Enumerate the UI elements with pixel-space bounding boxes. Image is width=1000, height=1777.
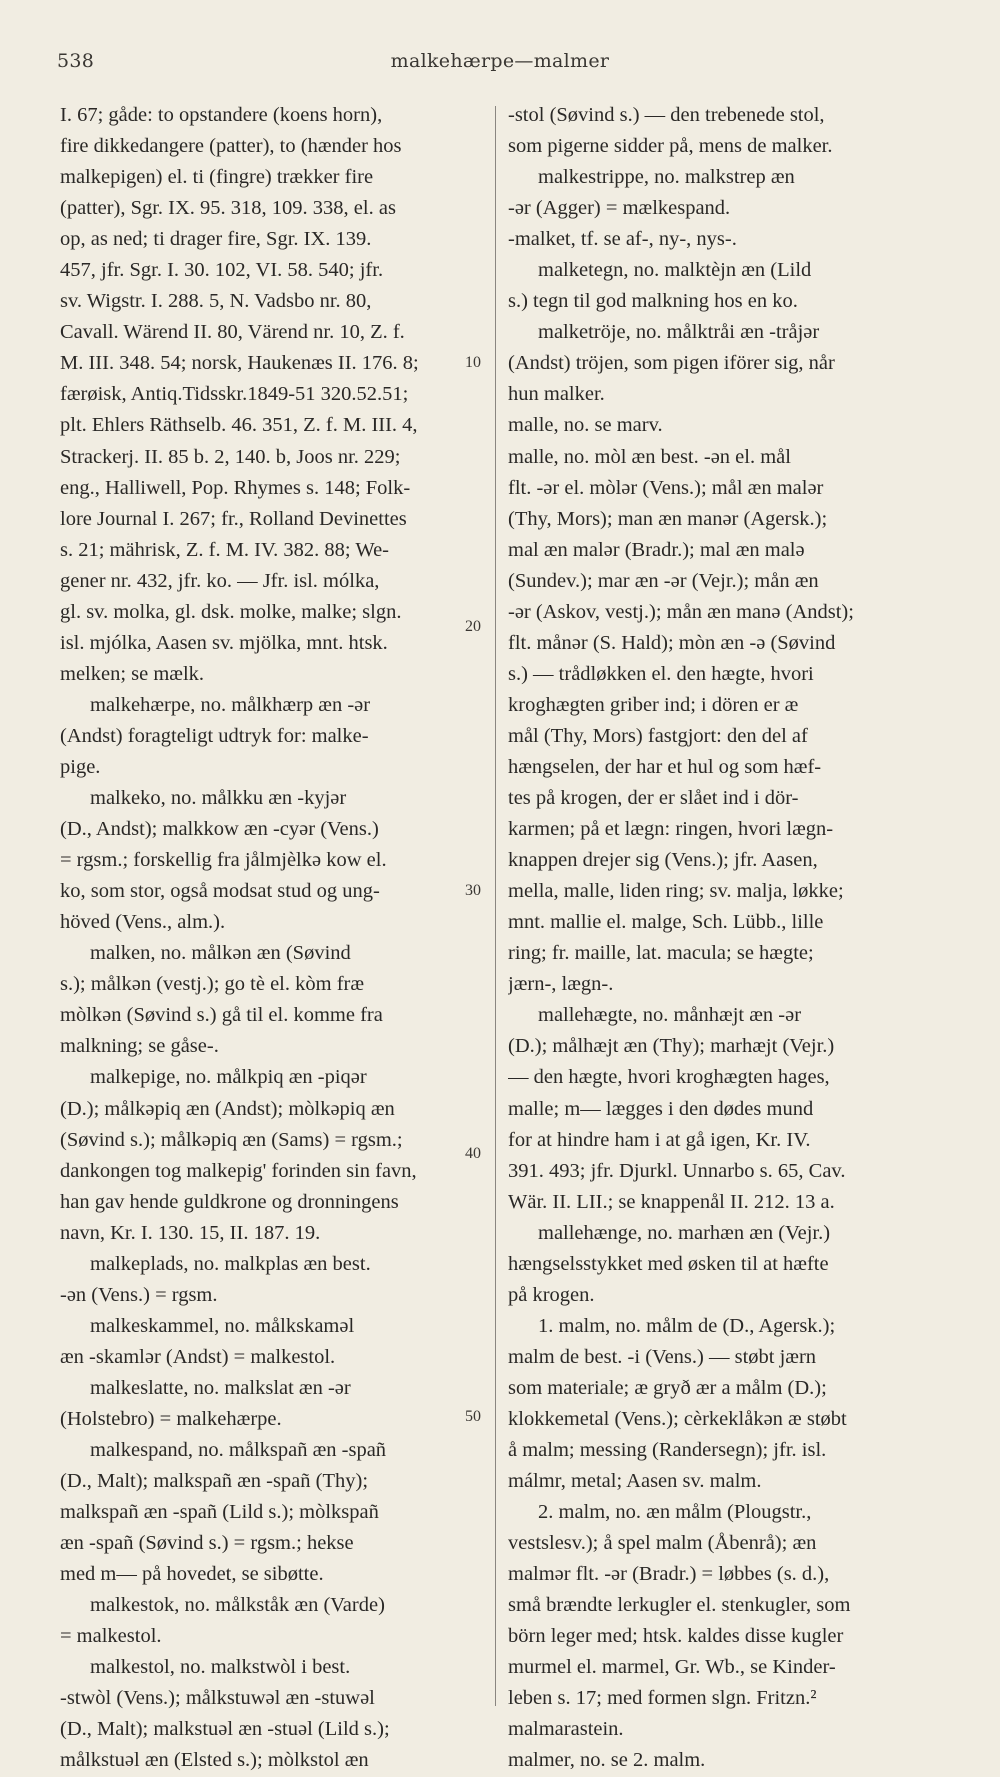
text-line: gl. sv. molka, gl. dsk. molke, malke; slgn. (60, 600, 402, 623)
text-line: navn, Kr. I. 130. 15, II. 187. 19. (60, 1221, 321, 1244)
text-line: for at hindre ham i at gå igen, Kr. IV. (508, 1128, 811, 1151)
line-number-10: 10 (465, 354, 481, 371)
text-line: 2. malm, no. æn målm (Plougstr., (538, 1501, 812, 1524)
text-line: -ər (Agger) = mælkespand. (508, 197, 731, 220)
text-line: leben s. 17; med formen slgn. Fritzn.² (508, 1687, 817, 1710)
text-line: mnt. mallie el. malge, Sch. Lübb., lille (508, 911, 824, 934)
text-line: knappen drejer sig (Vens.); jfr. Aasen, (508, 849, 818, 872)
text-line: malkning; se gåse-. (60, 1035, 219, 1058)
text-line: s.); målkən (vestj.); go tè el. kòm fræ (60, 973, 365, 996)
text-line: som materiale; æ gryð ær a målm (D.); (508, 1376, 827, 1399)
text-line: ko, som stor, også modsat stud og ung- (60, 880, 380, 903)
text-line: malkehærpe, no. målkhærp æn -ər (90, 693, 371, 716)
text-line: I. 67; gåde: to opstandere (koens horn), (60, 104, 383, 126)
text-line: 391. 493; jfr. Djurkl. Unnarbo s. 65, Cav. (508, 1159, 846, 1182)
text-line: (D., Malt); malkstuəl æn -stuəl (Lild s.); (60, 1718, 390, 1741)
text-line: små brændte lerkugler el. stenkugler, som (508, 1594, 851, 1617)
text-line: æn -spañ (Søvind s.) = rgsm.; hekse (60, 1532, 354, 1555)
text-line: malmer, no. se 2. malm. (508, 1749, 706, 1772)
text-line: (Andst) tröjen, som pigen iförer sig, når (508, 352, 835, 375)
text-line: malken, no. målkən æn (Søvind (90, 942, 351, 965)
text-line: sv. Wigstr. I. 288. 5, N. Vadsbo nr. 80, (60, 290, 372, 313)
text-line: isl. mjólka, Aasen sv. mjölka, mnt. htsk. (60, 631, 388, 654)
text-line: M. III. 348. 54; norsk, Haukenæs II. 176. 8; (60, 352, 419, 375)
text-line: malkepigen) el. ti (fingre) trækker fire (60, 166, 374, 189)
text-line: malkeko, no. målkku æn -kyjər (90, 787, 347, 810)
text-line: (D.); målhæjt æn (Thy); marhæjt (Vejr.) (508, 1035, 835, 1058)
text-line: málmr, metal; Aasen sv. malm. (508, 1470, 762, 1493)
line-number-50: 50 (465, 1408, 481, 1425)
text-line: dankongen tog malkepig' forinden sin favn, (60, 1159, 417, 1182)
text-line: malle, no. mòl æn best. -ən el. mål (508, 445, 791, 468)
text-line: höved (Vens., alm.). (60, 911, 226, 934)
text-line: -malket, tf. se af-, ny-, nys-. (508, 228, 737, 251)
text-line: malkepige, no. målkpiq æn -piqər (90, 1066, 367, 1089)
text-line: hængselsstykket med øsken til at hæfte (508, 1252, 829, 1275)
text-line: som pigerne sidder på, mens de malker. (508, 135, 833, 158)
line-number-40: 40 (465, 1145, 481, 1162)
text-line: gener nr. 432, jfr. ko. — Jfr. isl. mólka, (60, 569, 380, 592)
text-line: s.) — trådløkken el. den hægte, hvori (508, 662, 814, 685)
text-line: mella, malle, liden ring; sv. malja, løkke; (508, 880, 844, 903)
text-line: kroghægten griber ind; i dören er æ (508, 693, 799, 716)
text-line: (patter), Sgr. IX. 95. 318, 109. 338, el. as (60, 197, 396, 220)
text-line: malkeslatte, no. malkslat æn -ər (90, 1376, 351, 1399)
text-line: malkeplads, no. malkplas æn best. (90, 1252, 371, 1275)
text-line: malkespand, no. målkspañ æn -spañ (90, 1439, 387, 1462)
text-line: malketröje, no. målktråi æn -tråjər (538, 321, 820, 344)
text-line: -ən (Vens.) = rgsm. (60, 1283, 218, 1306)
text-line: malmər flt. -ər (Bradr.) = løbbes (s. d.), (508, 1563, 830, 1586)
text-line: ring; fr. maille, lat. macula; se hægte; (508, 942, 814, 965)
text-line: malkestol, no. malkstwòl i best. (90, 1656, 351, 1679)
text-line: tes på krogen, der er slået ind i dör- (508, 787, 799, 810)
text-line: (D., Malt); malkspañ æn -spañ (Thy); (60, 1470, 369, 1493)
text-line: pige. (60, 755, 101, 778)
text-line: malkeskammel, no. målkskaməl (90, 1314, 355, 1337)
text-line: malle; m— lægges i den dødes mund (508, 1097, 814, 1120)
text-line: mål (Thy, Mors) fastgjort: den del af (508, 724, 808, 747)
text-line: (Søvind s.); målkəpiq æn (Sams) = rgsm.; (60, 1128, 403, 1151)
text-line: fire dikkedangere (patter), to (hænder hos (60, 135, 402, 158)
text-line: malmarastein. (508, 1718, 624, 1741)
text-line: å malm; messing (Randersegn); jfr. isl. (508, 1439, 827, 1462)
text-line: malkestrippe, no. malkstrep æn (538, 166, 795, 189)
text-line: (Thy, Mors); man æn manər (Agersk.); (508, 507, 828, 530)
text-line: s.) tegn til god malkning hos en ko. (508, 290, 798, 313)
text-line: med m— på hovedet, se sibøtte. (60, 1563, 324, 1586)
text-line: mallehænge, no. marhæn æn (Vejr.) (538, 1221, 831, 1244)
running-head: malkehærpe—malmer (390, 50, 610, 72)
text-line: mallehægte, no. månhæjt æn -ər (538, 1004, 802, 1027)
text-line: = rgsm.; forskellig fra jålmjèlkə kow el. (60, 849, 387, 872)
text-line: (Holstebro) = malkehærpe. (60, 1407, 282, 1430)
text-line: murmel el. marmel, Gr. Wb., se Kinder- (508, 1656, 836, 1679)
text-line: Wär. II. LII.; se knappenål II. 212. 13 a. (508, 1190, 835, 1213)
text-line: 457, jfr. Sgr. I. 30. 102, VI. 58. 540; jfr. (60, 259, 384, 282)
text-line: karmen; på et lægn: ringen, hvori lægn- (508, 818, 834, 841)
text-line: malkestok, no. målkståk æn (Varde) (90, 1594, 385, 1617)
text-line: han gav hende guldkrone og dronningens (60, 1190, 399, 1213)
text-line: klokkemetal (Vens.); cèrkeklåkən æ støbt (508, 1407, 847, 1430)
text-line: -ər (Askov, vestj.); mån æn manə (Andst); (508, 600, 854, 623)
column-divider (495, 106, 496, 1706)
text-line: malkspañ æn -spañ (Lild s.); mòlkspañ (60, 1501, 379, 1524)
text-line: æn -skamlər (Andst) = malkestol. (60, 1345, 336, 1368)
text-line: på krogen. (508, 1283, 595, 1306)
text-line: — den hægte, hvori kroghægten hages, (508, 1066, 830, 1089)
text-line: s. 21; mährisk, Z. f. M. IV. 382. 88; We- (60, 538, 389, 561)
text-line: mòlkən (Søvind s.) gå til el. komme fra (60, 1004, 383, 1027)
text-line: eng., Halliwell, Pop. Rhymes s. 148; Folk- (60, 476, 411, 499)
text-line: malketegn, no. malktèjn æn (Lild (538, 259, 812, 282)
text-line: op, as ned; ti drager fire, Sgr. IX. 139. (60, 228, 372, 251)
text-line: hun malker. (508, 383, 605, 406)
text-line: mal æn malər (Bradr.); mal æn malə (508, 538, 805, 561)
left-column (60, 100, 490, 1777)
text-line: jærn-, lægn-. (508, 973, 614, 996)
text-line: Strackerj. II. 85 b. 2, 140. b, Joos nr. 229; (60, 445, 401, 468)
right-column (508, 100, 938, 1777)
text-line: flt. -ər el. mòlər (Vens.); mål æn malər (508, 476, 824, 499)
text-line: malle, no. se marv. (508, 414, 663, 437)
text-line: = malkestol. (60, 1625, 162, 1648)
line-number-20: 20 (465, 618, 481, 635)
text-line: -stwòl (Vens.); målkstuwəl æn -stuwəl (60, 1687, 375, 1710)
text-line: plt. Ehlers Räthselb. 46. 351, Z. f. M. III. 4, (60, 414, 418, 437)
text-line: vestslesv.); å spel malm (Åbenrå); æn (508, 1532, 817, 1555)
text-line: 1. malm, no. målm de (D., Agersk.); (538, 1314, 836, 1337)
text-line: (D., Andst); malkkow æn -cyər (Vens.) (60, 818, 379, 841)
text-line: -stol (Søvind s.) — den trebenede stol, (508, 104, 825, 126)
line-number-30: 30 (465, 882, 481, 899)
text-line: (Andst) foragteligt udtryk for: malke- (60, 724, 369, 747)
text-line: hængselen, der har et hul og som hæf- (508, 755, 822, 778)
text-line: Cavall. Wärend II. 80, Värend nr. 10, Z. f. (60, 321, 405, 344)
text-line: melken; se mælk. (60, 662, 205, 685)
page-number: 538 (57, 50, 95, 72)
text-line: börn leger med; htsk. kaldes disse kugler (508, 1625, 844, 1648)
text-line: flt. månər (S. Hald); mòn æn -ə (Søvind (508, 631, 836, 654)
text-line: færøisk, Antiq.Tidsskr.1849-51 320.52.51; (60, 383, 409, 406)
text-line: (D.); målkəpiq æn (Andst); mòlkəpiq æn (60, 1097, 395, 1120)
text-line: malm de best. -i (Vens.) — støbt jærn (508, 1345, 817, 1368)
text-line: lore Journal I. 267; fr., Rolland Devinettes (60, 507, 407, 530)
text-line: (Sundev.); mar æn -ər (Vejr.); mån æn (508, 569, 819, 592)
text-line: målkstuəl æn (Elsted s.); mòlkstol æn (60, 1749, 369, 1772)
